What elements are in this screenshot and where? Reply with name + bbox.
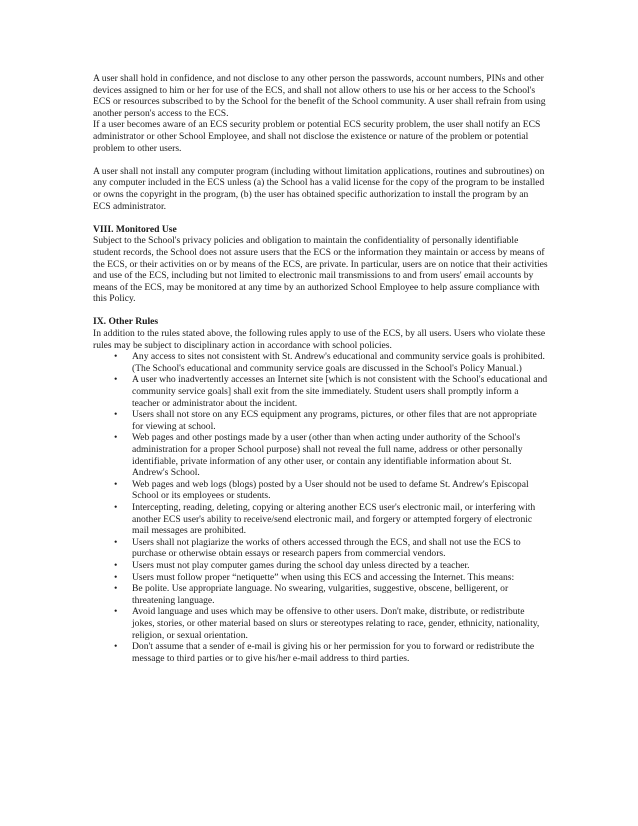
bullet-icon: • [114, 536, 118, 548]
list-item [93, 583, 548, 606]
bullet-icon: • [114, 478, 118, 490]
paragraph-confidentiality: A user shall hold in confidence, and not disclose to any other person the passwords, account numbers, PINs and other devices assigned to him or her for use of the ECS, and shall not allow others to use his or her access to the School's ECS or resources subscribed to by the School for the benefit of the School community. A user shall refrain from using another person's access to the ECS. [93, 73, 546, 119]
bullet-icon: • [114, 374, 118, 386]
list-item-text: A user who inadvertently accesses an Internet site [which is not consistent with the School's educational and community service goals] shall exit from the site immediately. Student users shall promptly inform a teacher or administrator about the incident. [132, 374, 548, 409]
list-item [93, 641, 548, 664]
list-item [93, 479, 548, 502]
list-item-text: Users must follow proper “netiquette” when using this ECS and accessing the Internet. This means: [132, 571, 515, 583]
list-item-text: Any access to sites not consistent with St. Andrew's educational and community service goals is prohibited. (The School's educational and community service goals are discussed in the School's Policy Manual.) [132, 351, 545, 374]
list-item-text: Be polite. Use appropriate language. No swearing, vulgarities, suggestive, obscene, belligerent, or threatening language. [132, 583, 509, 606]
paragraph-monitored-use: Subject to the School's privacy policies and obligation to maintain the confidentiality of personally identifiable student records, the School does not assure users that the ECS or the information they maintain or access by means of the ECS, or their activities on or by means of the ECS, are private. In particular, users are on notice that their activities and use of the ECS, including but not limited to electronic mail transmissions to and from users' email accounts by means of the ECS, may be monitored at any time by an authorized School Employee to help assure compliance with this Policy. [93, 235, 548, 305]
document-page [93, 73, 548, 664]
section-heading-other-rules: IX. Other Rules [93, 316, 159, 328]
list-item-text: Don't assume that a sender of e-mail is giving his or her permission for you to forward or redistribute the message to third parties or to give his/her e-mail address to third parties. [132, 641, 535, 664]
bullet-icon: • [114, 501, 118, 513]
bullet-icon: • [114, 351, 118, 363]
list-item [93, 572, 548, 584]
list-item-text: Avoid language and uses which may be offensive to other users. Don't make, distribute, or redistribute jokes, stories, or other material based on slurs or stereotypes relating to race, gender, ethnicity, nationality, religion, or sexual orientation. [132, 606, 540, 641]
list-item [93, 351, 548, 374]
list-item-text: Users shall not plagiarize the works of others accessed through the ECS, and shall not use the ECS to purchase or otherwise obtain essays or research papers from commercial vendors. [132, 536, 521, 560]
list-item [93, 606, 548, 641]
list-item-text: Web pages and other postings made by a user (other than when acting under authority of the School's administration for a proper School purpose) shall not reveal the full name, address or other personally identifiable, private information of any other user, or contain any identifiable information about St. Andrew's School. [132, 432, 523, 479]
bullet-icon: • [114, 606, 118, 618]
list-item [93, 560, 548, 572]
bullet-icon: • [114, 571, 118, 583]
list-item-text: Users must not play computer games during the school day unless directed by a teacher. [132, 559, 470, 571]
list-item [93, 409, 548, 432]
list-item [93, 537, 548, 560]
list-item-text: Web pages and web logs (blogs) posted by a User should not be used to defame St. Andrew's Episcopal School or its employees or students. [132, 478, 529, 502]
rules-list [93, 351, 548, 664]
bullet-icon: • [114, 432, 118, 444]
list-item-text: Users shall not store on any ECS equipment any programs, pictures, or other files that are not appropriate for viewing at school. [132, 409, 537, 432]
list-item-text: Intercepting, reading, deleting, copying or altering another ECS user's electronic mail, or interfering with another ECS user's ability to receive/send electronic mail, and forgery or attempted forgery of electronic mail messages are prohibited. [132, 501, 536, 537]
paragraph-other-rules-intro: In addition to the rules stated above, the following rules apply to use of the ECS, by all users. Users who violate these rules may be subject to disciplinary action in accordance with school policies. [93, 328, 546, 351]
paragraph-gap [93, 305, 548, 317]
list-item [93, 502, 548, 537]
section-heading-monitored-use: VIII. Monitored Use [93, 223, 177, 235]
bullet-icon: • [114, 409, 118, 421]
paragraph-security-problem: If a user becomes aware of an ECS security problem or potential ECS security problem, the user shall notify an ECS administrator or other School Employee, and shall not disclose the existence or nature of the problem or potential problem to other users. [93, 119, 541, 154]
list-item [93, 374, 548, 409]
paragraph-gap [93, 212, 548, 224]
paragraph-gap [93, 154, 548, 166]
bullet-icon: • [114, 583, 118, 595]
list-item [93, 432, 548, 478]
paragraph-install-programs: A user shall not install any computer program (including without limitation applications, routines and subroutines) on any computer included in the ECS unless (a) the School has a valid license for the copy of the program to be installed or owns the copyright in the program, (b) the user has obtained specific authorization to install the program by an ECS administrator. [93, 165, 545, 212]
bullet-icon: • [114, 641, 118, 653]
bullet-icon: • [114, 559, 118, 571]
